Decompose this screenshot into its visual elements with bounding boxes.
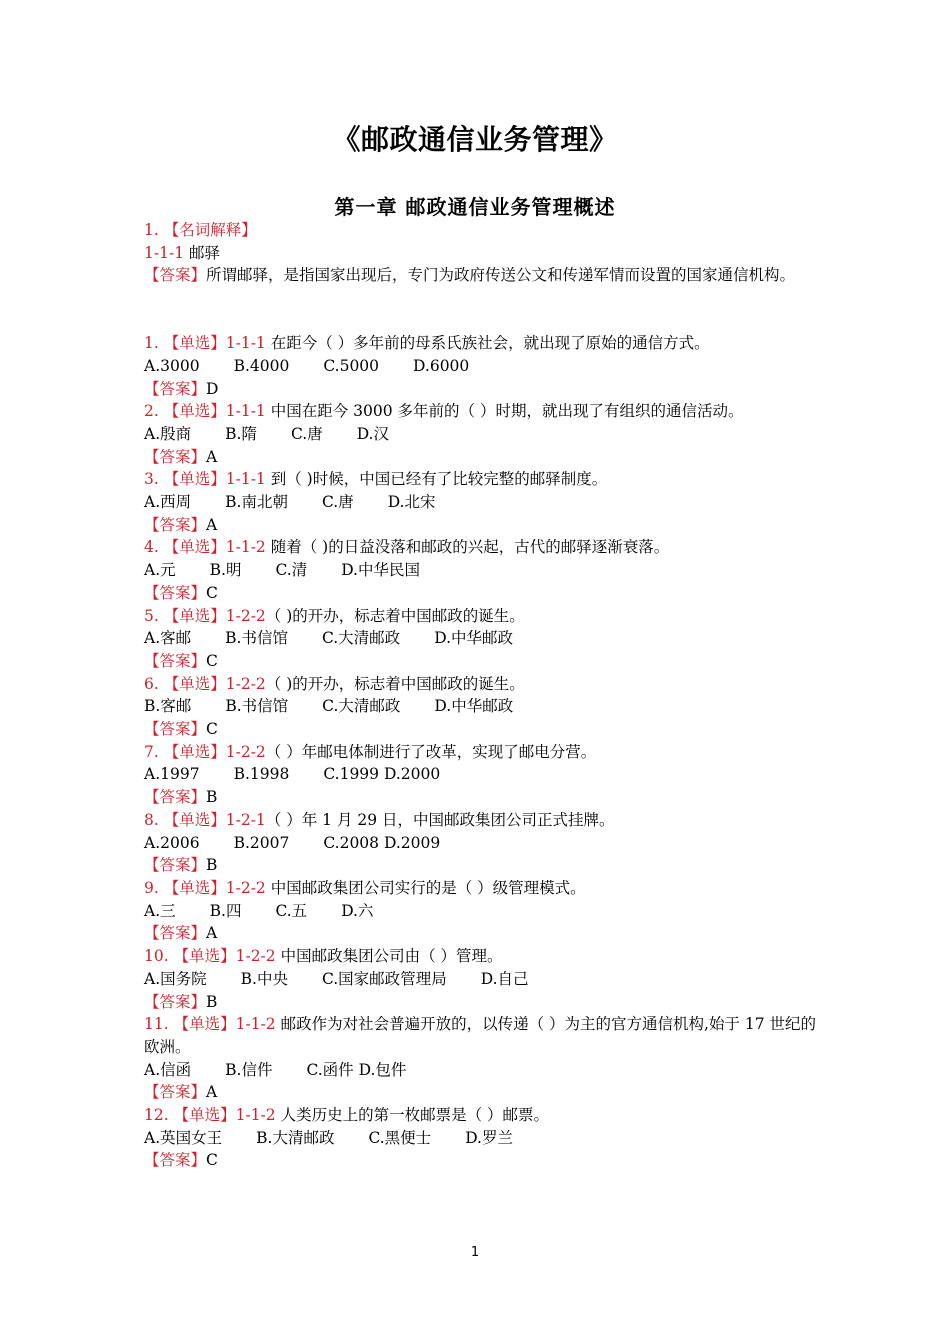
question-code: 1-1-1 [225,470,266,489]
question-options [144,763,824,786]
answer-label: 【答案】 [144,651,207,670]
answer-value: A [206,924,218,943]
spacer [144,287,824,332]
question-item [144,809,824,877]
question-number: 3. [144,470,164,489]
option: B.书信馆 [225,697,289,716]
option: B.中央 [240,969,288,988]
option: A.殷商 [144,424,192,443]
question-options [144,559,824,582]
option: A.英国女王 [144,1128,223,1147]
question-type: 【单选】 [163,470,226,489]
question-text: 人类历史上的第一枚邮票是（ ）邮票。 [275,1106,550,1125]
option: C.5000 [323,356,380,375]
answer-value: B [206,856,218,875]
answer-value: A [206,1083,218,1102]
question-number: 5. [144,606,164,625]
answer-label: 【答案】 [144,515,207,534]
answer-value: C [206,583,218,602]
question-stem [144,332,824,355]
question-number: 4. [144,538,164,557]
option: A.信函 [144,1060,192,1079]
option: A.三 [144,901,176,920]
answer-label: 【答案】 [144,1083,207,1102]
question-text: （ )的开办，标志着中国邮政的诞生。 [265,674,525,693]
option: D.北宋 [387,493,436,512]
page-number: 1 [470,1245,480,1260]
option: B.四 [209,901,242,920]
option: C.大清邮政 [322,697,401,716]
question-stem [144,605,824,628]
term-heading: 1. 【名词解释】 [144,221,257,239]
question-item [144,605,824,673]
question-stem [144,945,824,968]
question-item [144,1104,824,1172]
question-type: 【单选】 [163,810,226,829]
answer-value: C [206,651,218,670]
question-item [144,1013,824,1104]
answer-label: 【答案】 [144,447,207,466]
question-item [144,877,824,945]
question-number: 10. [144,947,174,966]
option: A.3000 [144,356,200,375]
answer-value: A [206,515,218,534]
option: D.中华邮政 [434,697,514,716]
question-code: 1-2-1 [225,810,266,829]
answer-label: 【答案】 [144,379,207,398]
answer-text: 所谓邮驿，是指国家出现后，专门为政府传送公文和传递军情而设置的国家通信机构。 [206,266,796,285]
option: A.1997 [144,765,200,784]
option: B.1998 [233,765,290,784]
question-text: 到（ )时候，中国已经有了比较完整的邮驿制度。 [265,470,608,489]
option: B.大清邮政 [256,1128,335,1147]
chapter-heading: 第一章 邮政通信业务管理概述 [334,195,616,219]
term-answer [144,264,824,287]
question-stem [144,400,824,423]
question-type: 【单选】 [163,334,226,353]
option: C.大清邮政 [321,629,401,648]
question-number: 8. [144,810,164,829]
question-options [144,900,824,923]
option: B.客邮 [144,697,192,716]
option: B.书信馆 [225,629,288,648]
question-text: 随着（ )的日益没落和邮政的兴起，古代的邮驿逐渐衰落。 [265,538,670,557]
question-code: 1-2-2 [225,878,266,897]
question-answer [144,446,824,469]
question-item [144,468,824,536]
question-answer [144,378,824,401]
option: B.南北朝 [225,493,288,512]
question-item [144,673,824,741]
question-answer [144,514,824,537]
question-answer [144,1149,824,1172]
question-code: 1-2-2 [225,674,266,693]
question-answer [144,1081,824,1104]
question-number: 7. [144,742,164,761]
option: B.4000 [233,356,290,375]
question-stem [144,468,824,491]
question-stem [144,536,824,559]
question-code: 1-1-2 [235,1106,276,1125]
answer-label: 【答案】 [144,266,207,285]
question-text: （ ）年邮电体制进行了改革，实现了邮电分营。 [265,742,597,761]
answer-label: 【答案】 [144,924,207,943]
answer-value: B [206,992,218,1011]
question-type: 【单选】 [163,606,226,625]
question-answer [144,718,824,741]
option: B.明 [209,561,242,580]
question-options [144,968,824,991]
option: A.2006 [144,833,200,852]
option: A.国务院 [144,969,207,988]
answer-value: C [206,720,218,739]
option: C.黑便士 [368,1128,432,1147]
answer-value: A [206,447,218,466]
question-code: 1-1-1 [225,334,266,353]
question-item [144,332,824,400]
option: C.国家邮政管理局 [321,969,447,988]
answer-label: 【答案】 [144,788,207,807]
question-options [144,423,824,446]
option: C.1999 D.2000 [323,765,441,784]
answer-label: 【答案】 [144,720,207,739]
question-answer [144,922,824,945]
question-number: 1. [144,334,164,353]
question-text: 中国邮政集团公司实行的是（ ）级管理模式。 [265,878,586,897]
document-body [144,219,824,1172]
option: A.元 [144,561,176,580]
option: C.唐 [321,493,354,512]
question-text: 邮政作为对社会普遍开放的，以传递（ ）为主的官方通信机构,始于 17 世纪的欧洲。 [144,1015,817,1056]
option: D.罗兰 [465,1128,513,1147]
question-text: 中国在距今 3000 多年前的（ ）时期，就出现了有组织的通信活动。 [265,402,744,421]
question-options [144,491,824,514]
question-code: 1-2-2 [235,947,276,966]
question-number: 2. [144,402,164,421]
question-text: 中国邮政集团公司由（ ）管理。 [275,947,503,966]
question-code: 1-1-2 [235,1015,276,1034]
question-type: 【单选】 [163,402,226,421]
question-text: （ )的开办，标志着中国邮政的诞生。 [265,606,525,625]
question-number: 6. [144,674,164,693]
question-type: 【单选】 [173,947,236,966]
question-options [144,627,824,650]
question-type: 【单选】 [173,1015,236,1034]
term-code: 1-1-1 [144,243,185,262]
answer-label: 【答案】 [144,856,207,875]
question-options [144,355,824,378]
question-answer [144,786,824,809]
question-options [144,695,824,718]
question-stem [144,741,824,764]
option: D.6000 [413,356,470,375]
question-code: 1-2-2 [225,606,266,625]
term-word: 邮驿 [184,243,220,262]
question-options [144,1059,824,1082]
question-answer [144,582,824,605]
question-stem [144,1013,824,1058]
question-type: 【单选】 [163,878,226,897]
question-type: 【单选】 [163,742,226,761]
question-answer [144,650,824,673]
question-code: 1-1-1 [225,402,266,421]
question-stem [144,877,824,900]
question-options [144,1127,824,1150]
question-type: 【单选】 [173,1106,236,1125]
question-stem [144,809,824,832]
question-stem [144,1104,824,1127]
option: A.客邮 [144,629,192,648]
question-number: 11. [144,1015,174,1034]
option: B.2007 [233,833,290,852]
option: B.信件 [225,1060,273,1079]
answer-value: C [206,1151,218,1170]
option: C.清 [275,561,308,580]
question-options [144,832,824,855]
document-title: 《邮政通信业务管理》 [332,123,618,156]
question-type: 【单选】 [163,674,226,693]
option: D.自己 [480,969,529,988]
option: C.唐 [290,424,323,443]
question-code: 1-1-2 [225,538,266,557]
option: D.六 [341,901,374,920]
question-number: 9. [144,878,164,897]
answer-label: 【答案】 [144,992,207,1011]
option: B.隋 [225,424,257,443]
question-list [144,332,824,1172]
question-answer [144,991,824,1014]
option: D.汉 [356,424,389,443]
answer-label: 【答案】 [144,1151,207,1170]
question-item [144,741,824,809]
option: C.函件 D.包件 [306,1060,407,1079]
option: A.西周 [144,493,192,512]
term-item [144,242,824,265]
option: C.2008 D.2009 [323,833,441,852]
question-item [144,536,824,604]
answer-value: B [206,788,218,807]
option: C.五 [275,901,308,920]
answer-value: D [206,379,219,398]
question-code: 1-2-2 [225,742,266,761]
answer-label: 【答案】 [144,583,207,602]
question-text: （ ）年 1 月 29 日，中国邮政集团公司正式挂牌。 [265,810,615,829]
question-text: 在距今（ ）多年前的母系氏族社会，就出现了原始的通信方式。 [265,334,710,353]
question-type: 【单选】 [163,538,226,557]
question-number: 12. [144,1106,174,1125]
question-item [144,945,824,1013]
question-stem [144,673,824,696]
option: D.中华民国 [341,561,420,580]
question-item [144,400,824,468]
option: D.中华邮政 [434,629,514,648]
question-answer [144,854,824,877]
